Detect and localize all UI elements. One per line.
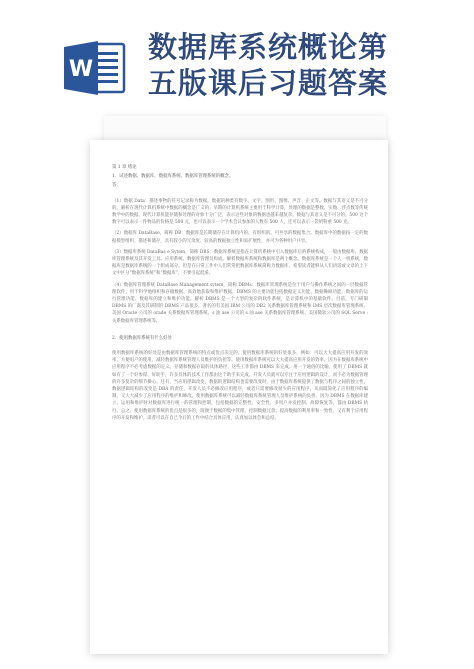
word-logo-letter: W <box>68 57 94 82</box>
question-1: 1．试述数据、数据库、数据库系统、数据库管理系统的概念。 <box>112 174 234 180</box>
header <box>0 0 474 120</box>
word-document-icon <box>64 38 126 98</box>
paragraph-dbms: （4）数据库管理系统 DataBase Management sytem，简称 DBMs：数据库管理系统是位于用户与操作系统之间的一层数据管理软件，用于科学地组织和存储数据、高效地获取和维护数据。DBMS 的主要功能包括数据定义功能、数据操纵功能、数据库的运行管理功能、数据库的建立和维护功能。解析 DBMS 是一个大型的复杂的软件系统，是计算机中的基础软件。目前，专门研制 DBMS 的厂商及其研制的 DBMS 产品很多。著名的有美国 IBM 公司的 DB2 关系数据库管理系统和 IMS 层次数据库管理系统、美国 Oracle 公司的 orade 关系数据库管理系统、s 油 ase 公司的 s 油 ase 关系数据库管理系统、美国微软公司的 SQL Serve ; 关系数据库管理系统等。 <box>112 282 368 324</box>
paragraph-data: （1）数据 Data：描述事物的符号记录称为数据。数据的种类有数字、文字、图形、图像、声音、正文等。数据与其语义是不可分的。解析在现代计算机系统中数据的概念是广义的。早期的计算机系统主要用于科学计算，处理的数据是整数、实数、浮点数等传统数学中的数据。现代计算机能存储和处理的对象十分广泛，表示这些对象的数据也越来越复杂。数据与其语义是不可分的。500 这个数字可以表示一件物品的价格是 500 元，也可以表示一个学术会议参加的人数有 500 人，还可以表示一袋奶粉重 500 克。 <box>112 198 368 226</box>
document-body <box>112 164 368 426</box>
document-page <box>90 140 388 654</box>
question-2: 2．使用数据库系统有什么好处 <box>112 335 172 341</box>
chapter-heading: 第 1 章 绪论 <box>112 165 137 170</box>
answer-label: 答： <box>112 183 121 189</box>
page-title-line-2: 五版课后习题答案 <box>148 66 389 100</box>
paragraph-database-system: （3）数据库系统 DataBas e Sytem，简称 DBS：数据库系统是指在计算机系统中引入数据库后的系统构成，一般由数据库、数据库管理系统及其开发工具、应用系统、数据库管理员构成。解析数据库系统和数据库是两个概念。数据库系统是一个人一机系统，数据库是数据库系统的一个组成部分。但是在日常工作中人们常常把数据库系统简称为数据库，希望读者能够从人们讲话或文章的上下文中区分“数据库系统”和“数据库”，不要引起混淆。 <box>112 249 368 277</box>
paragraph-database: （2）数据库 DataBase，简称 DB：数据库是长期储存在计算机内的、有组织的、可共享的数据集合。数据库中的数据按一定的数据模型组织、描述和储存，具有较小的冗余度、较高的数据独立性和易扩展性，并可为各种用户共享。 <box>112 231 368 244</box>
page-title-line-1: 数据库系统概论第 <box>148 30 389 64</box>
paragraph-benefits: 使用数据库系统的好处是由数据库管理系统的特点或优点决定的。使用数据库系统的好处很多，例如：可以大大提高应用开发的效率，方便用户的使用，减轻数据库系统管理人员维护的负担等。使用数据库系统可以大大提高应用开发的效率。因为在数据库系统中应用程序不必考虑数据的定义、存储和数据存取的具体路径，这些工作都由 DBMS 来完成。用一个通俗的比喻，使用了 DBMS 就如有了一个好参谋、好助手，许多具体的技术工作都由这个助手来完成。开发人员就可以专注于应用逻辑的设计，而不必为数据管理的许多复杂的细节操心。还有，当应用逻辑改变，数据的逻辑结构也需要改变时，由于数据库系统提供了数据与程序之间的独立性，数据逻辑结构的改变是 DBA 的责任，开发人员不必修改应用程序，或者只需要修改很少的应用程序，从而既简化了应用程序的编制，又大大减少了应用程序的维护和修改。使用数据库系统可以减轻数据库系统管理人员维护系统的负担。因为 DBMS 在数据库建立、运用和维护时对数据库进行统一的管理和控制，包括数据的完整性、安全性、多用户并发控制、故障恢复等，都由 DBMS 执行。总之，使用数据库系统的优点是很多的，既便于数据的集中管理，控制数据冗余，提高数据的利用率和一致性，又有利于应用程序的开发和维护。读者可以在自己今后的工作中结合具体应用，认真加以体会和总结。 <box>112 351 368 421</box>
